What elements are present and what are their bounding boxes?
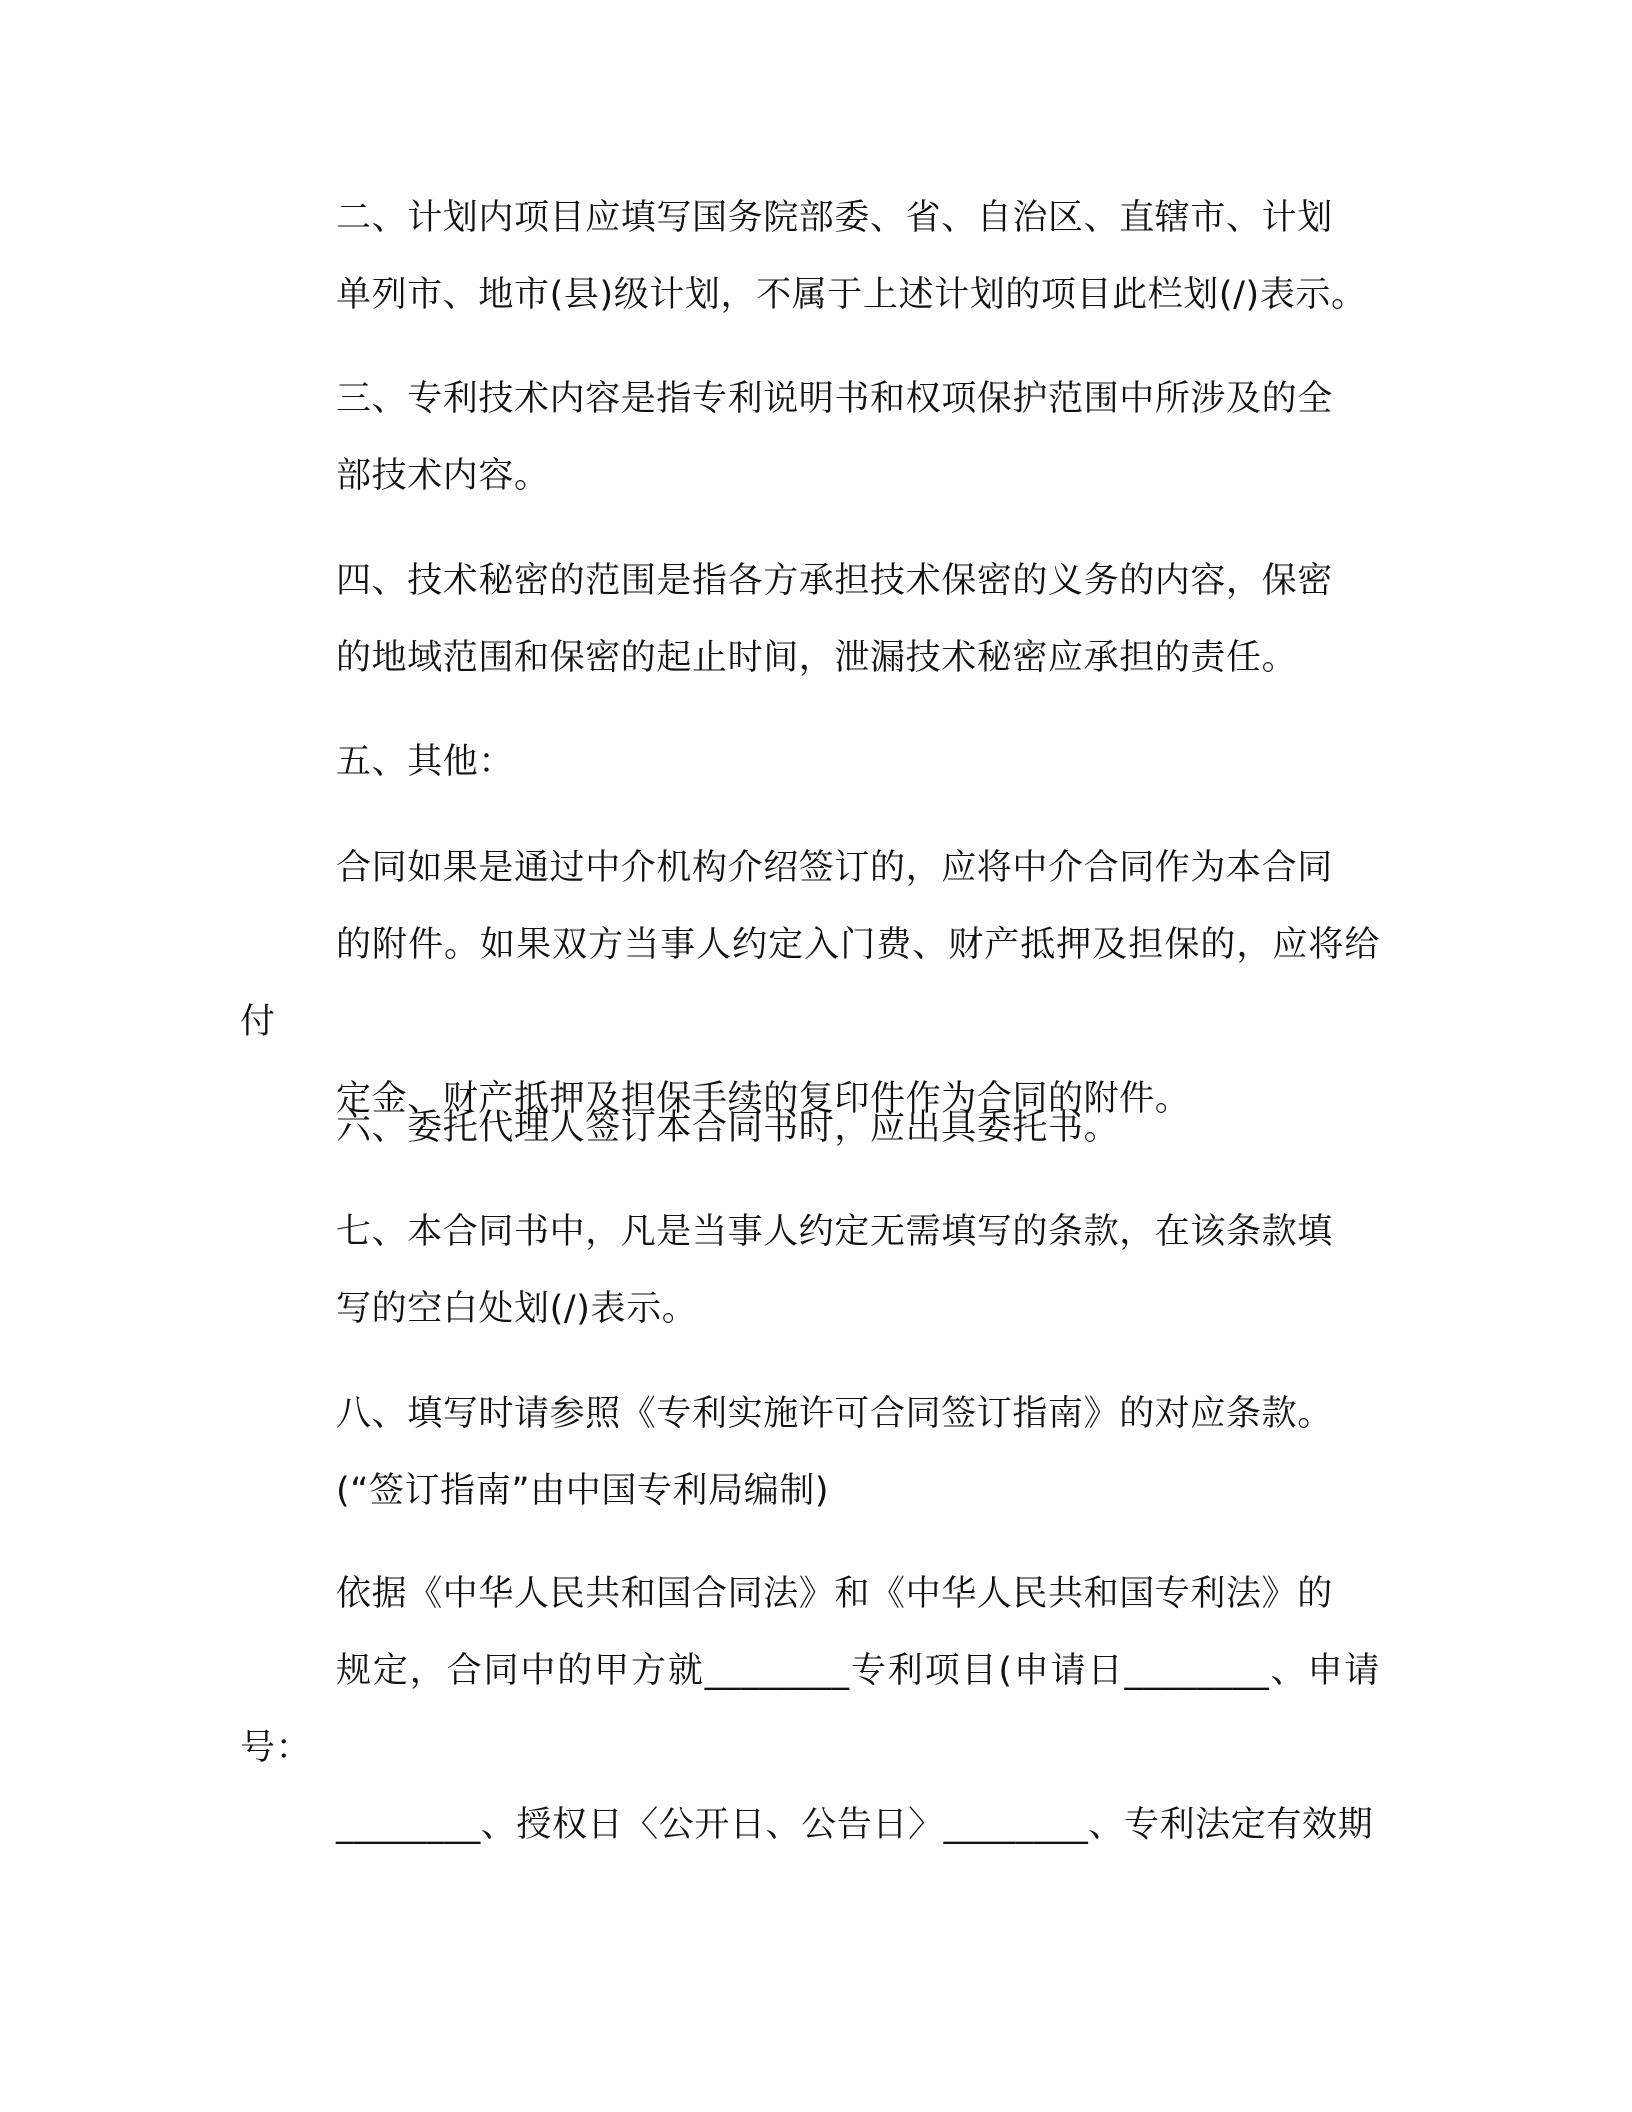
text-line: ________、授权日〈公开日、公告日〉________、专利法定有效期 xyxy=(336,1805,1374,1845)
paragraph-item-7-blank-clauses xyxy=(240,1194,1380,1348)
text-line: 的地域范围和保密的起止时间，泄漏技术秘密应承担的责任。 xyxy=(336,638,1298,678)
paragraph-item-4-tech-secret xyxy=(240,543,1380,697)
paragraph-item-2-plan xyxy=(240,180,1380,334)
text-line: 四、技术秘密的范围是指各方承担技术保密的义务的内容，保密 xyxy=(336,561,1333,601)
text-line: 七、本合同书中，凡是当事人约定无需填写的条款，在该条款填 xyxy=(336,1212,1333,1252)
paragraph-item-8-guide xyxy=(240,1376,1380,1530)
text-line: 八、填写时请参照《专利实施许可合同签订指南》的对应条款。 xyxy=(336,1394,1333,1434)
text-line: 五、其他： xyxy=(336,742,515,782)
text-line: 定金、财产抵押及担保手续的复印件作为合同的附件。 xyxy=(336,1079,1191,1119)
paragraph-item-6-agent xyxy=(240,1090,1380,1167)
text-line: 单列市、地市(县)级计划，不属于上述计划的项目此栏划(/)表示。 xyxy=(336,275,1367,315)
paragraph-item-3-patent-content xyxy=(240,361,1380,515)
paragraph-item-5-other xyxy=(240,724,1380,801)
text-line: 六、委托代理人签订本合同书时，应出具委托书。 xyxy=(336,1108,1120,1148)
text-line: 二、计划内项目应填写国务院部委、省、自治区、直辖市、计划 xyxy=(336,198,1333,238)
text-line: 写的空白处划(/)表示。 xyxy=(336,1289,698,1329)
text-line: (“签订指南”由中国专利局编制) xyxy=(336,1471,830,1511)
text-line: 依据《中华人民共和国合同法》和《中华人民共和国专利法》的 xyxy=(336,1574,1333,1614)
text-line: 部技术内容。 xyxy=(336,456,550,496)
text-line: 三、专利技术内容是指专利说明书和权项保护范围中所涉及的全 xyxy=(336,379,1333,419)
text-line: 的附件。如果双方当事人约定入门费、财产抵押及担保的，应将给付 xyxy=(240,925,1380,1042)
paragraph-legal-basis xyxy=(240,1556,1380,1864)
text-line: 合同如果是通过中介机构介绍签订的，应将中介合同作为本合同 xyxy=(336,848,1333,888)
text-line: 规定，合同中的甲方就________专利项目(申请日________、申请号： xyxy=(240,1651,1380,1768)
